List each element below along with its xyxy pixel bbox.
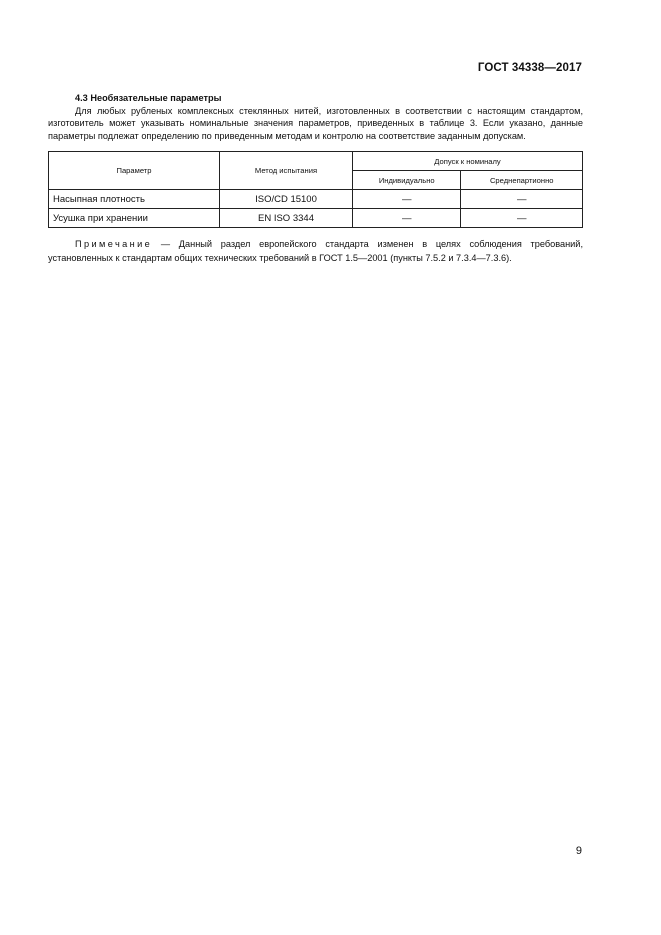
parameters-table bbox=[48, 151, 583, 228]
section-4-3 bbox=[48, 92, 583, 142]
table-row bbox=[49, 209, 583, 228]
table-header-row bbox=[49, 152, 583, 171]
note-text: — Данный раздел европейского стандарта изменен в целях соблюдения требований, установленных к стандартам общих технических требований в ГОСТ 1.5—2001 (пункты 7.5.2 и 7.3.4—7.3.6). bbox=[48, 239, 583, 263]
cell-method: ISO/CD 15100 bbox=[220, 190, 353, 209]
section-title: 4.3 Необязательные параметры bbox=[75, 93, 222, 103]
header-batch: Среднепартионно bbox=[461, 171, 583, 190]
standard-id: ГОСТ 34338—2017 bbox=[477, 62, 582, 74]
header-tolerance: Допуск к номиналу bbox=[353, 152, 583, 171]
header-parameter: Параметр bbox=[49, 152, 220, 190]
cell-parameter: Насыпная плотность bbox=[49, 190, 220, 209]
header-method: Метод испытания bbox=[220, 152, 353, 190]
section-paragraph: Для любых рубленых комплексных стеклянных нитей, изготовленных в соответствии с настоящим стандартом, изготовитель может указывать номинальные значения параметров, приведенных в таблице 3. Если указано, данные параметры подлежат определению по приведенным методам и контролю на соответствие заданным допускам. bbox=[48, 105, 583, 141]
cell-individual: — bbox=[353, 209, 461, 228]
cell-method: EN ISO 3344 bbox=[220, 209, 353, 228]
table-row bbox=[49, 190, 583, 209]
note-label: Примечание bbox=[75, 239, 153, 249]
cell-batch: — bbox=[461, 209, 583, 228]
page-number: 9 bbox=[575, 845, 582, 857]
cell-batch: — bbox=[461, 190, 583, 209]
header-individual: Индивидуально bbox=[353, 171, 461, 190]
cell-individual: — bbox=[353, 190, 461, 209]
cell-parameter: Усушка при хранении bbox=[49, 209, 220, 228]
note bbox=[48, 238, 583, 265]
